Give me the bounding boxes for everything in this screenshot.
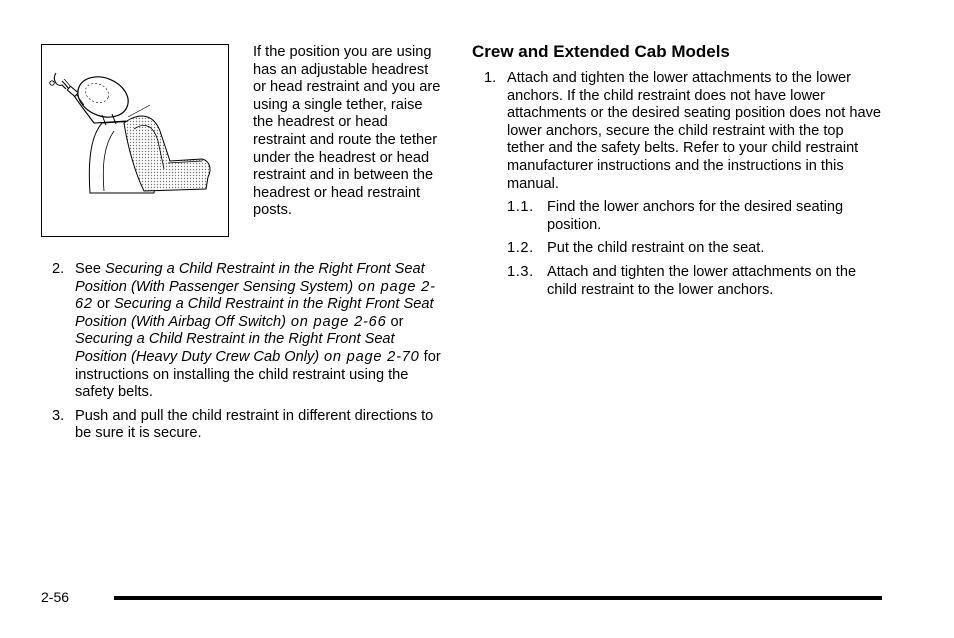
page-reference: on page 2-62 bbox=[75, 278, 436, 313]
sub-step-number: 1.3. bbox=[507, 263, 534, 280]
text-run: See bbox=[75, 261, 106, 277]
page-number: 2-56 bbox=[41, 589, 70, 605]
footer-rule bbox=[114, 596, 882, 600]
list-item-3 bbox=[52, 408, 442, 443]
sub-step-text: Find the lower anchors for the desired seating position. bbox=[547, 199, 844, 233]
sub-step-number: 1.1. bbox=[507, 199, 534, 216]
sub-step-item bbox=[484, 264, 884, 299]
text-run: for instructions on installing the child restraint using the safety belts. bbox=[75, 348, 441, 401]
list-item-1 bbox=[484, 70, 884, 299]
left-instruction-list bbox=[52, 261, 442, 443]
sub-step-item bbox=[484, 240, 884, 258]
section-heading: Crew and Extended Cab Models bbox=[472, 42, 730, 61]
child-seat-tether-figure bbox=[41, 44, 229, 237]
page-reference: on page 2-66 bbox=[286, 313, 387, 330]
list-item-number: 1. bbox=[484, 70, 497, 86]
cross-reference-title: Securing a Child Restraint in the Right Front Seat Position (With Passenger Sensing System) bbox=[75, 261, 425, 295]
text-run: or bbox=[386, 313, 404, 330]
list-item-number: 2. bbox=[52, 261, 65, 277]
figure-caption: If the position you are using has an adjustable headrest or head restraint and you are using a single tether, raise the headrest or head restraint and route the tether under the headrest or head restraint and in between the headrest or head restraint posts. bbox=[253, 44, 441, 219]
cross-reference-title: Securing a Child Restraint in the Right Front Seat Position (With Airbag Off Switch) bbox=[75, 296, 434, 330]
list-item-2 bbox=[52, 261, 442, 402]
child-seat-top-tether-headrest-illustration bbox=[42, 45, 228, 235]
text-run: or bbox=[92, 296, 114, 313]
list-item-number: 3. bbox=[52, 407, 65, 424]
cross-reference-title: Securing a Child Restraint in the Right Front Seat Position (Heavy Duty Crew Cab Only) bbox=[75, 331, 395, 365]
list-item-text: Attach and tighten the lower attachments to the lower anchors. If the child restraint does not have lower attachments or the desired seating position does not have lower anchors, secure the child restraint with the top tether and the safety belts. Refer to your child restraint manufacturer instructions and the instructions in this manual. bbox=[507, 70, 882, 192]
page-reference: on page 2-70 bbox=[319, 348, 420, 365]
sub-step-text: Attach and tighten the lower attachments on the child restraint to the lower anchors. bbox=[547, 263, 857, 298]
list-item-text bbox=[52, 261, 442, 402]
list-item-text: Push and pull the child restraint in different directions to be sure it is secure. bbox=[75, 407, 434, 442]
right-instruction-list bbox=[484, 70, 884, 299]
sub-step-text: Put the child restraint on the seat. bbox=[547, 240, 765, 257]
sub-step-list bbox=[484, 199, 884, 299]
sub-step-item bbox=[484, 199, 884, 234]
sub-step-number: 1.2. bbox=[507, 240, 534, 257]
